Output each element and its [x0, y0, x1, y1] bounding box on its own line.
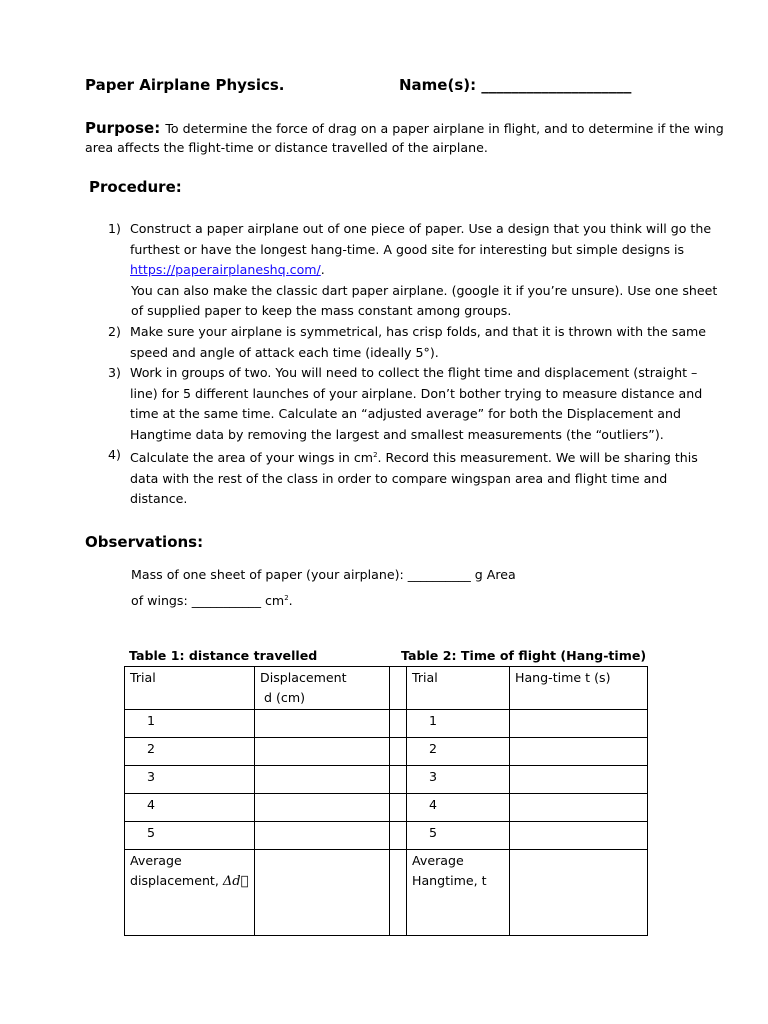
table-gap — [390, 822, 407, 850]
purpose-text-line1: To determine the force of drag on a paper airplane in flight, and to determine if the wing — [165, 121, 724, 136]
t2-trial-cell: 3 — [407, 766, 510, 794]
purpose-text-line2: area affects the flight-time or distance travelled of the airplane. — [85, 140, 488, 155]
item-number: 2) — [108, 324, 121, 339]
t1-displacement-input[interactable] — [255, 738, 390, 766]
item-line: Construct a paper airplane out of one piece of paper. Use a design that you think will go the — [130, 221, 712, 236]
t2-hangtime-input[interactable] — [510, 822, 648, 850]
wing-area-text: of wings: ___________ cm — [131, 593, 285, 608]
table-gap — [390, 850, 407, 936]
t1-header-line: d (cm) — [260, 690, 306, 705]
t1-displacement-input[interactable] — [255, 822, 390, 850]
t2-average-label — [407, 850, 510, 936]
t1-trial-cell: 4 — [125, 794, 255, 822]
t1-header-displacement — [255, 667, 390, 710]
t2-hangtime-input[interactable] — [510, 766, 648, 794]
item-number: 4) — [108, 447, 121, 462]
table-gap — [390, 738, 407, 766]
item-line: furthest or have the longest hang-time. A good site for interesting but simple designs is — [130, 241, 685, 257]
item-line: Make sure your airplane is symmetrical, has crisp folds, and that it is thrown with the same — [130, 324, 707, 339]
item-line: of supplied paper to keep the mass constant among groups. — [131, 303, 512, 319]
worksheet-title: Paper Airplane Physics. — [85, 76, 285, 94]
period: . — [288, 593, 293, 608]
t1-average-input[interactable] — [255, 850, 390, 936]
t1-trial-cell: 2 — [125, 738, 255, 766]
t2-hangtime-input[interactable] — [510, 710, 648, 738]
t2-hangtime-input[interactable] — [510, 738, 648, 766]
t2-trial-cell: 2 — [407, 738, 510, 766]
t2-average-input[interactable] — [510, 850, 648, 936]
link-suffix: . — [320, 262, 325, 278]
observations-heading: Observations: — [85, 533, 204, 551]
t2-hangtime-input[interactable] — [510, 794, 648, 822]
t1-header-line: Displacement — [260, 670, 347, 685]
names-field[interactable]: Name(s): ____________________ — [399, 76, 632, 94]
mass-field-line[interactable]: Mass of one sheet of paper (your airplane): __________ g Area — [131, 567, 516, 582]
superscript: 2 — [284, 593, 289, 602]
item-line: You can also make the classic dart paper airplane. (google it if you’re unsure). Use one sheet — [131, 282, 718, 298]
wing-area-field-line[interactable] — [131, 593, 293, 608]
table-gap — [390, 766, 407, 794]
data-tables — [124, 666, 648, 936]
table-gap — [390, 667, 407, 710]
t1-average-line: Average — [130, 853, 182, 868]
t1-average-line: displacement, — [130, 873, 219, 888]
item-line: Calculate the area of your wings in cm — [130, 450, 374, 466]
item-line: . Record this measurement. We will be sharing this — [377, 450, 698, 466]
item-line: data with the rest of the class in order to compare wingspan area and flight time and — [130, 470, 668, 486]
t1-trial-cell: 5 — [125, 822, 255, 850]
t1-trial-cell: 3 — [125, 766, 255, 794]
t1-header-trial: Trial — [125, 667, 255, 710]
item-number: 3) — [108, 365, 121, 380]
t2-trial-cell: 5 — [407, 822, 510, 850]
table1-caption: Table 1: distance travelled — [129, 648, 318, 663]
table-gap — [390, 710, 407, 738]
t2-average-line: Hangtime, t — [412, 873, 487, 888]
t2-header-hangtime: Hang-time t (s) — [510, 667, 648, 710]
item-line: time at the same time. Calculate an “adjusted average” for both the Displacement and — [130, 406, 681, 422]
t1-average-label — [125, 850, 255, 936]
t2-trial-cell: 1 — [407, 710, 510, 738]
t1-displacement-input[interactable] — [255, 766, 390, 794]
item-number: 1) — [108, 221, 121, 236]
t2-average-line: Average — [412, 853, 464, 868]
purpose-paragraph — [85, 118, 724, 137]
paperairplanes-link[interactable]: https://paperairplaneshq.com/ — [130, 262, 321, 278]
item-line: line) for 5 different launches of your airplane. Don’t bother trying to measure distance and — [130, 385, 703, 401]
t2-trial-cell: 4 — [407, 794, 510, 822]
item-line: Work in groups of two. You will need to collect the flight time and displacement (straight – — [130, 365, 698, 380]
t1-displacement-input[interactable] — [255, 710, 390, 738]
item-line: Hangtime data by removing the largest and smallest measurements (the “outliers”). — [130, 426, 664, 442]
t1-displacement-input[interactable] — [255, 794, 390, 822]
delta-d-symbol: Δd⃗ — [222, 874, 249, 889]
purpose-label: Purpose: — [85, 119, 161, 137]
procedure-heading: Procedure: — [89, 178, 182, 196]
table2-caption: Table 2: Time of flight (Hang-time) — [401, 648, 647, 663]
t2-header-trial: Trial — [407, 667, 510, 710]
superscript: 2 — [373, 451, 378, 459]
item-line: speed and angle of attack each time (ideally 5°). — [130, 344, 439, 360]
t1-trial-cell: 1 — [125, 710, 255, 738]
table-gap — [390, 794, 407, 822]
item-line: distance. — [130, 491, 188, 507]
